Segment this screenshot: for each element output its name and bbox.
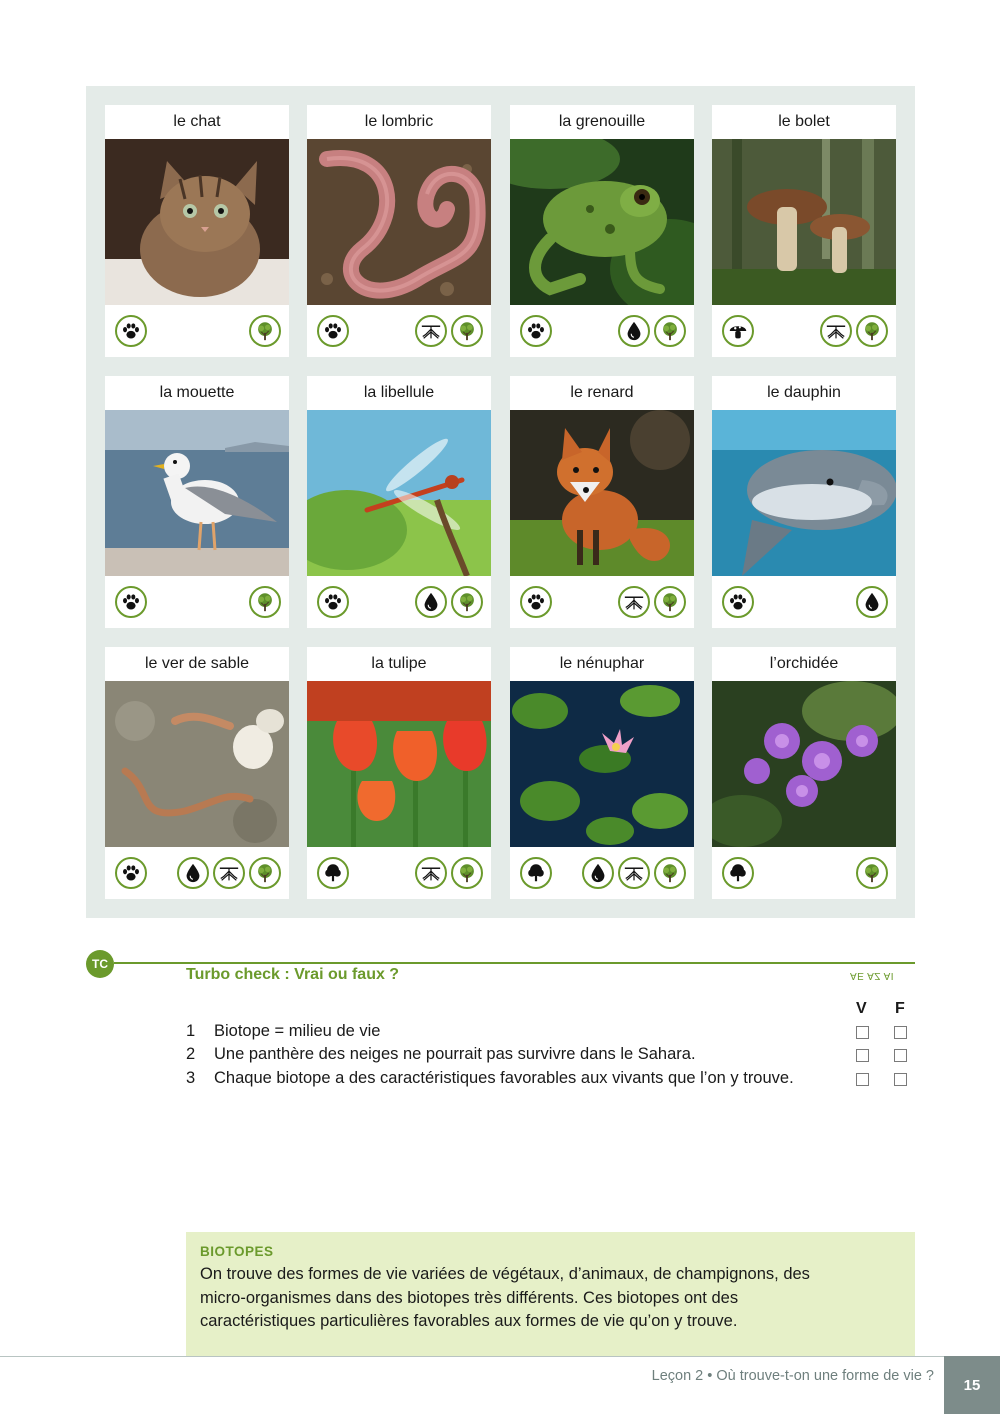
species-photo xyxy=(105,681,289,847)
classification-icons xyxy=(722,857,888,889)
classification-icons xyxy=(115,857,281,889)
question-number: 2 xyxy=(186,1045,196,1063)
species-photo xyxy=(712,139,896,305)
classification-icons xyxy=(722,315,888,347)
roots-icon xyxy=(415,315,447,347)
roots-icon xyxy=(618,857,650,889)
water-drop-icon xyxy=(618,315,650,347)
kingdom-icon-group xyxy=(317,857,349,889)
species-photo xyxy=(712,681,896,847)
question-text: Biotope = milieu de vie xyxy=(214,1022,381,1040)
classification-icons xyxy=(317,586,483,618)
tree-icon xyxy=(451,857,483,889)
footer-lesson-title: Leçon 2 • Où trouve-t-on une forme de vie ? xyxy=(651,1368,934,1384)
classification-icons xyxy=(317,857,483,889)
paw-icon xyxy=(115,857,147,889)
kingdom-icon-group xyxy=(115,857,147,889)
turbo-check-badge: TC xyxy=(86,950,114,978)
water-drop-icon xyxy=(856,586,888,618)
question-text: Chaque biotope a des caractéristiques favorables aux vivants que l’on y trouve. xyxy=(214,1069,794,1087)
species-card xyxy=(510,376,694,628)
question-row xyxy=(186,1022,916,1044)
tree-icon xyxy=(451,315,483,347)
tree-icon xyxy=(451,586,483,618)
kingdom-icon-group xyxy=(722,315,754,347)
tree-icon xyxy=(654,315,686,347)
species-photo xyxy=(105,410,289,576)
column-false-header: F xyxy=(895,1000,905,1017)
habitat-icon-group xyxy=(415,586,483,618)
question-text: Une panthère des neiges ne pourrait pas survivre dans le Sahara. xyxy=(214,1045,696,1063)
classification-icons xyxy=(115,315,281,347)
species-photo xyxy=(510,410,694,576)
species-card xyxy=(712,647,896,899)
roots-icon xyxy=(415,857,447,889)
plant-icon xyxy=(722,857,754,889)
species-name: la libellule xyxy=(363,384,435,401)
kingdom-icon-group xyxy=(722,586,754,618)
species-card xyxy=(105,105,289,357)
species-photo xyxy=(307,139,491,305)
true-checkbox[interactable] xyxy=(856,1026,869,1039)
kingdom-icon-group xyxy=(520,857,552,889)
species-photo xyxy=(105,139,289,305)
species-card xyxy=(307,376,491,628)
species-name: la tulipe xyxy=(371,655,427,672)
tree-icon xyxy=(856,857,888,889)
footer-divider xyxy=(0,1356,944,1357)
habitat-icon-group xyxy=(618,586,686,618)
paw-icon xyxy=(115,586,147,618)
species-photo xyxy=(307,410,491,576)
habitat-icon-group xyxy=(249,586,281,618)
question-row xyxy=(186,1045,916,1067)
habitat-icon-group xyxy=(177,857,281,889)
column-true-header: V xyxy=(856,1000,867,1017)
habitat-icon-group xyxy=(856,857,888,889)
species-card xyxy=(307,105,491,357)
habitat-icon-group xyxy=(249,315,281,347)
habitat-icon-group xyxy=(415,857,483,889)
tree-icon xyxy=(249,315,281,347)
species-name: le ver de sable xyxy=(144,655,250,672)
mushroom-icon xyxy=(722,315,754,347)
water-drop-icon xyxy=(582,857,614,889)
tree-icon xyxy=(654,857,686,889)
roots-icon xyxy=(820,315,852,347)
paw-icon xyxy=(722,586,754,618)
plant-icon xyxy=(317,857,349,889)
classification-icons xyxy=(520,315,686,347)
classification-icons xyxy=(115,586,281,618)
species-card-panel xyxy=(86,86,915,918)
tree-icon xyxy=(654,586,686,618)
species-name: le nénuphar xyxy=(559,655,645,672)
species-card xyxy=(712,105,896,357)
tree-icon xyxy=(856,315,888,347)
kingdom-icon-group xyxy=(317,315,349,347)
question-number: 1 xyxy=(186,1022,196,1040)
habitat-icon-group xyxy=(618,315,686,347)
paw-icon xyxy=(520,586,552,618)
species-name: le dauphin xyxy=(767,384,841,401)
species-photo xyxy=(307,681,491,847)
classification-icons xyxy=(722,586,888,618)
false-checkbox[interactable] xyxy=(894,1026,907,1039)
species-card xyxy=(307,647,491,899)
question-number: 3 xyxy=(186,1069,196,1087)
species-name: le renard xyxy=(570,384,634,401)
species-card xyxy=(510,647,694,899)
tree-icon xyxy=(249,857,281,889)
turbo-check-title: Turbo check : Vrai ou faux ? xyxy=(186,966,400,983)
turbo-check-divider xyxy=(114,962,915,964)
turbo-check-levels: AE AZ AI xyxy=(850,970,895,981)
paw-icon xyxy=(115,315,147,347)
kingdom-icon-group xyxy=(115,315,147,347)
paw-icon xyxy=(520,315,552,347)
species-name: le lombric xyxy=(364,113,434,130)
species-name: le bolet xyxy=(778,113,830,130)
biotopes-text: On trouve des formes de vie variées de végétaux, d’animaux, de champignons, des micro-organismes dans des biotopes très différents. Ces biotopes ont des caractéristiques particulières favorables aux formes de vie qu’on y trouve. xyxy=(200,1265,810,1330)
species-card xyxy=(510,105,694,357)
false-checkbox[interactable] xyxy=(894,1073,907,1086)
species-card xyxy=(105,376,289,628)
paw-icon xyxy=(317,315,349,347)
water-drop-icon xyxy=(415,586,447,618)
species-name: la mouette xyxy=(159,384,235,401)
true-checkbox[interactable] xyxy=(856,1073,869,1086)
habitat-icon-group xyxy=(415,315,483,347)
species-name: l’orchidée xyxy=(769,655,839,672)
roots-icon xyxy=(213,857,245,889)
roots-icon xyxy=(618,586,650,618)
classification-icons xyxy=(317,315,483,347)
species-name: le chat xyxy=(173,113,221,130)
kingdom-icon-group xyxy=(317,586,349,618)
kingdom-icon-group xyxy=(115,586,147,618)
habitat-icon-group xyxy=(820,315,888,347)
kingdom-icon-group xyxy=(520,315,552,347)
water-drop-icon xyxy=(177,857,209,889)
paw-icon xyxy=(317,586,349,618)
species-photo xyxy=(712,410,896,576)
species-card xyxy=(712,376,896,628)
habitat-icon-group xyxy=(582,857,686,889)
question-row xyxy=(186,1069,916,1091)
habitat-icon-group xyxy=(856,586,888,618)
true-checkbox[interactable] xyxy=(856,1049,869,1062)
page-number: 15 xyxy=(944,1356,1000,1414)
kingdom-icon-group xyxy=(520,586,552,618)
classification-icons xyxy=(520,586,686,618)
classification-icons xyxy=(520,857,686,889)
species-name: la grenouille xyxy=(558,113,646,130)
tree-icon xyxy=(249,586,281,618)
biotopes-title: BIOTOPES xyxy=(200,1244,274,1259)
kingdom-icon-group xyxy=(722,857,754,889)
species-photo xyxy=(510,681,694,847)
species-photo xyxy=(510,139,694,305)
species-card xyxy=(105,647,289,899)
plant-icon xyxy=(520,857,552,889)
false-checkbox[interactable] xyxy=(894,1049,907,1062)
biotopes-info-box xyxy=(186,1232,915,1356)
